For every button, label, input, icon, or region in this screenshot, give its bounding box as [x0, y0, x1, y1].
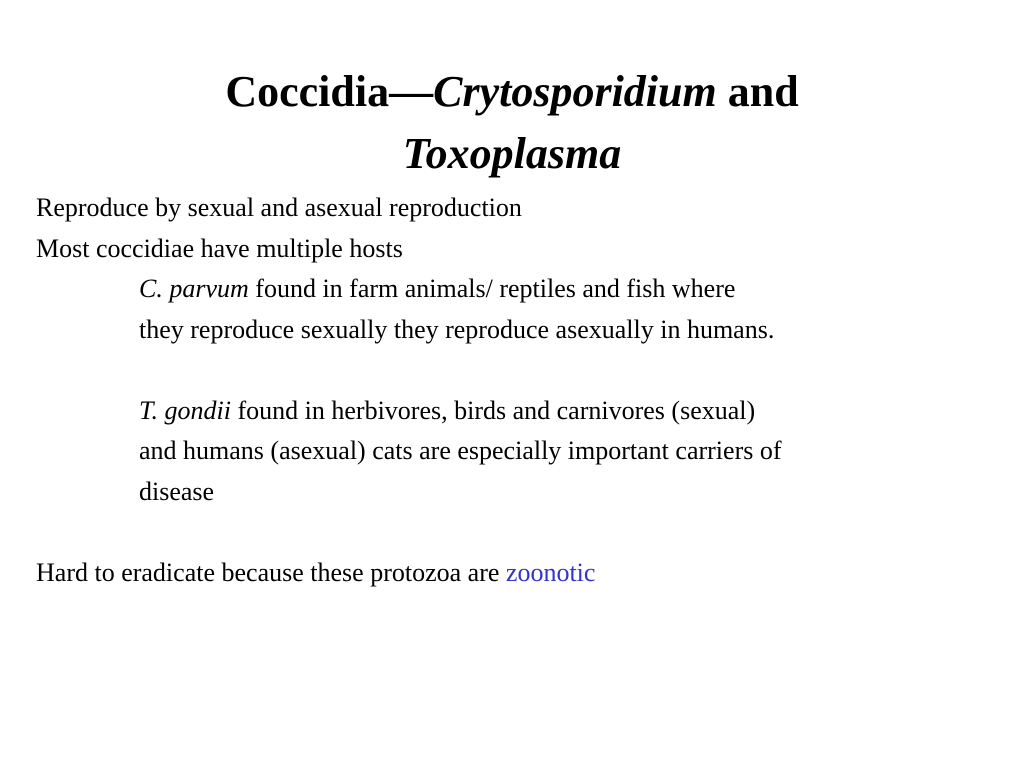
cparvum-line-1 [36, 269, 1011, 310]
title-text-and: and [716, 67, 799, 117]
body-line-reproduce: Reproduce by sexual and asexual reproduction [36, 193, 522, 222]
zoonotic-link[interactable]: zoonotic [505, 557, 596, 587]
tgondii-line-3: disease [139, 476, 215, 506]
cparvum-text: found in farm animals/ reptiles and fish where [248, 274, 736, 303]
title-text-toxoplasma: Toxoplasma [402, 129, 622, 179]
tgondii-species: T. gondii [139, 395, 231, 425]
tgondii-line-2: and humans (asexual) cats are especially important carriers of [139, 436, 782, 465]
spacer [36, 350, 1011, 391]
cparvum-line-2: they reproduce sexually they reproduce asexually in humans. [139, 314, 775, 344]
title-text-crytosporidium: Crytosporidium [433, 67, 717, 117]
tgondii-line-1 [36, 391, 1011, 432]
conclusion-line [36, 553, 1011, 594]
conclusion-text: Hard to eradicate because these protozoa are [36, 557, 506, 587]
tgondii-text: found in herbivores, birds and carnivores (sexual) [230, 395, 756, 425]
title-text-coccidia: Coccidia— [225, 67, 434, 117]
body-line-multiple-hosts: Most coccidiae have multiple hosts [36, 233, 403, 263]
title-line-1 [0, 61, 1024, 123]
slide-title [0, 61, 1024, 185]
spacer [36, 512, 1011, 553]
title-line-2 [0, 123, 1024, 185]
cparvum-species: C. parvum [139, 274, 249, 303]
slide-body [36, 188, 1011, 593]
